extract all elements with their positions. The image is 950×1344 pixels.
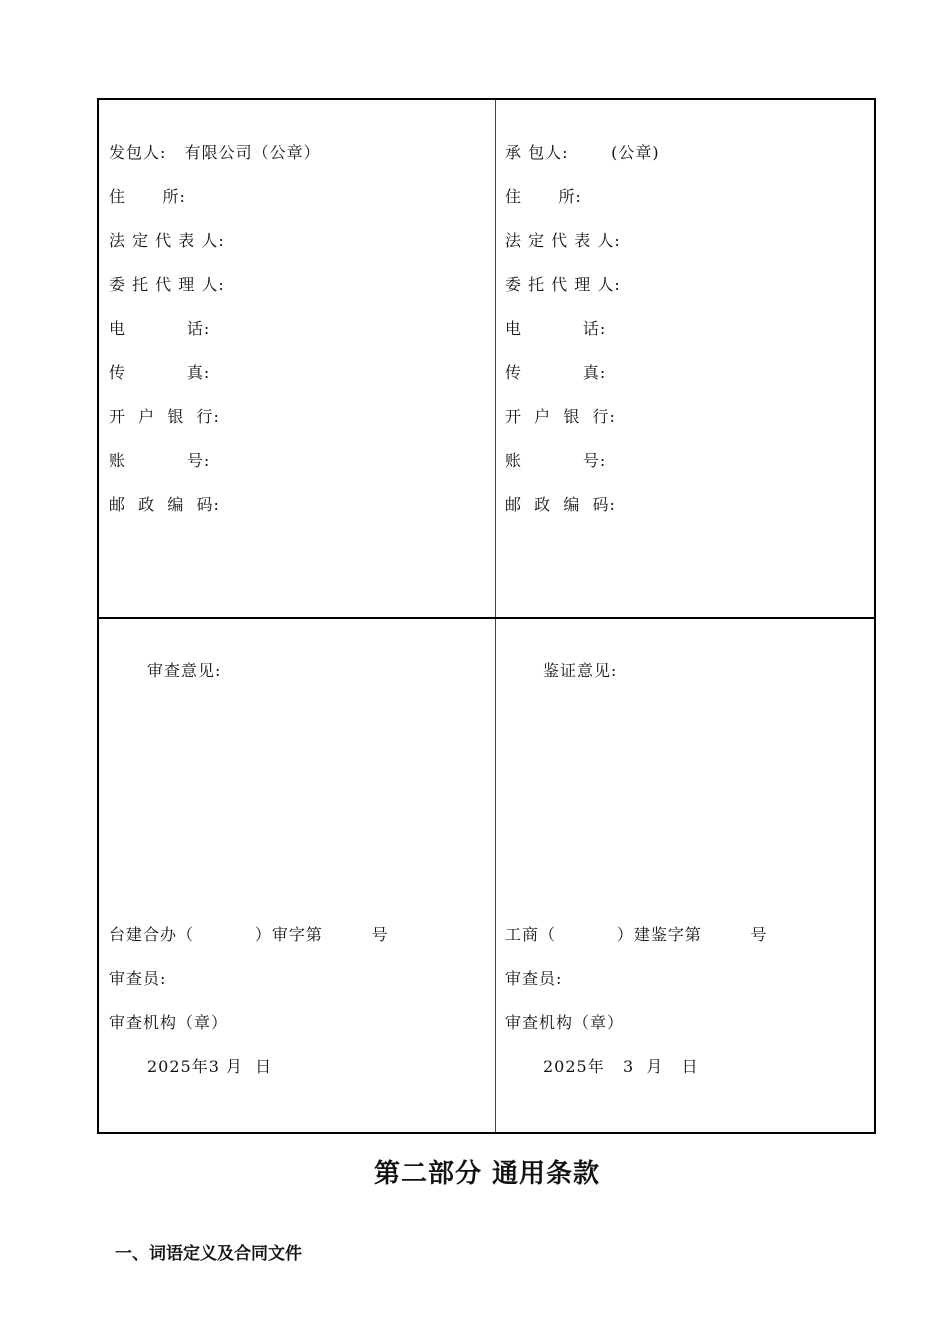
table-column-divider [495,100,496,1132]
review-reviewer: 审查员: [109,969,167,988]
verification-reference-line: 工商（ ）建鉴字第 号 [505,925,768,944]
review-opinion-label: 审查意见: [147,661,222,680]
contractor-legal-rep: 法 定 代 表 人: [505,231,621,250]
verification-reviewer: 审查员: [505,969,563,988]
verification-agency: 审查机构（章） [505,1013,625,1032]
table-row-divider [99,617,874,619]
employer-agent: 委 托 代 理 人: [109,275,225,294]
section-subtitle: 一、词语定义及合同文件 [115,1244,302,1264]
contractor-account: 账 号: [505,451,607,470]
employer-postcode: 邮 政 编 码: [109,495,220,514]
employer-legal-rep: 法 定 代 表 人: [109,231,225,250]
employer-bank: 开 户 银 行: [109,407,220,426]
employer-account: 账 号: [109,451,211,470]
verification-opinion-label: 鉴证意见: [543,661,618,680]
contractor-address: 住 所: [505,187,582,206]
section-title: 第二部分 通用条款 [373,1159,601,1189]
review-date: 2025年3 月 日 [147,1057,273,1076]
contractor-name-line: 承 包人: (公章) [505,143,660,162]
employer-phone: 电 话: [109,319,211,338]
employer-name-line: 发包人: 有限公司（公章） [109,143,321,162]
contractor-phone: 电 话: [505,319,607,338]
verification-date: 2025年 3 月 日 [543,1057,699,1076]
contractor-agent: 委 托 代 理 人: [505,275,621,294]
review-reference-line: 台建合办（ ）审字第 号 [109,925,389,944]
contract-signature-table [97,98,876,1134]
contractor-bank: 开 户 银 行: [505,407,616,426]
review-agency: 审查机构（章） [109,1013,229,1032]
contractor-postcode: 邮 政 编 码: [505,495,616,514]
contractor-fax: 传 真: [505,363,607,382]
employer-address: 住 所: [109,187,186,206]
employer-fax: 传 真: [109,363,211,382]
